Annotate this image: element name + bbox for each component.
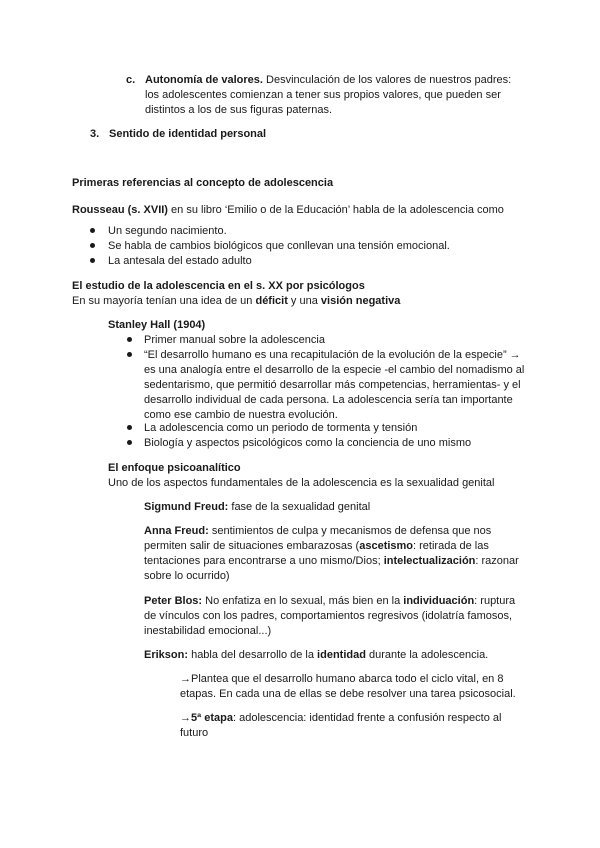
list-item: La antesala del estado adulto xyxy=(108,255,252,267)
anna-text-1: sentimientos de culpa y mecanismos de defensa que nos permiten salir de situaciones embarazosas ( xyxy=(144,525,492,552)
erikson-text-2: durante la adolescencia. xyxy=(365,649,489,661)
sigmund-paragraph xyxy=(144,500,524,515)
anna-name: Anna Freud: xyxy=(144,525,209,537)
section-heading-first-refs: Primeras referencias al concepto de adolescencia xyxy=(72,177,334,189)
bullet-icon xyxy=(87,239,97,251)
anna-ascetismo: ascetismo xyxy=(359,540,414,552)
erikson-arrow-1: →Plantea que el desarrollo humano abarca todo el ciclo vital, en 8 etapas. En cada una de ellas se debe resolver una tarea psicosocial. xyxy=(180,673,516,700)
list-item: Primer manual sobre la adolescencia xyxy=(144,334,325,346)
bullet-icon xyxy=(87,224,97,236)
bullet-icon xyxy=(87,254,97,266)
arrow-2-text: : adolescencia: identidad frente a confusión respecto al futuro xyxy=(180,712,502,739)
item-c-paragraph xyxy=(145,73,525,118)
xx-intro-deficit: déficit xyxy=(255,295,288,307)
anna-paragraph xyxy=(144,524,524,584)
item-c-text: Desvinculación de los valores de nuestros padres: los adolescentes comienzan a tener sus propios valores, que pueden ser distintos a los de sus figuras paternas. xyxy=(145,74,512,116)
arrow-2-prefix: → xyxy=(180,712,191,724)
psico-intro: Uno de los aspectos fundamentales de la adolescencia es la sexualidad genital xyxy=(108,477,495,489)
list-item: Un segundo nacimiento. xyxy=(108,225,227,237)
rousseau-name: Rousseau (s. XVII) xyxy=(72,204,168,216)
sigmund-text: fase de la sexualidad genital xyxy=(228,501,371,513)
list-item: Se habla de cambios biológicos que conllevan una tensión emocional. xyxy=(108,240,450,252)
bullet-icon xyxy=(124,421,134,433)
blos-text-1: No enfatiza en lo sexual, más bien en la xyxy=(202,595,404,607)
bullet-icon xyxy=(124,333,134,345)
hall-heading: Stanley Hall (1904) xyxy=(108,319,206,331)
sigmund-name: Sigmund Freud: xyxy=(144,501,229,513)
rousseau-paragraph xyxy=(72,203,542,218)
bullet-icon xyxy=(124,348,134,360)
item-c-title: Autonomía de valores. xyxy=(145,74,263,86)
bullet-icon xyxy=(124,436,134,448)
erikson-arrow-2 xyxy=(180,711,525,741)
erikson-text-1: habla del desarrollo de la xyxy=(188,649,318,661)
item-3-title: Sentido de identidad personal xyxy=(109,128,267,140)
erikson-identidad: identidad xyxy=(317,649,366,661)
blos-individuacion: individuación xyxy=(403,595,475,607)
psico-heading: El enfoque psicoanalítico xyxy=(108,462,241,474)
xx-intro-1: En su mayoría tenían una idea de un xyxy=(72,295,256,307)
xx-intro-2: y una xyxy=(287,295,321,307)
list-item: “El desarrollo humano es una recapitulación de la evolución de la especie” → es una analogía entre el desarrollo de la especie -el cambio del nomadismo al sedentarismo, que permitió desarrollar más competencias, herramientas- y el desarrollo individual de cada persona. La adolescencia sería tan importante como ese cambio de nuestra evolución. xyxy=(144,349,525,421)
anna-intelectualizacion: intelectualización xyxy=(383,555,476,567)
list-marker-c: c. xyxy=(126,74,136,86)
list-item: La adolescencia como un periodo de tormenta y tensión xyxy=(144,422,418,434)
arrow-2-bold: 5ª etapa xyxy=(191,712,233,724)
xx-intro-vision: visión negativa xyxy=(320,295,401,307)
anna-text-3: : razonar sobre lo ocurrido) xyxy=(144,555,519,582)
erikson-name: Erikson: xyxy=(144,649,189,661)
list-marker-3: 3. xyxy=(90,128,100,140)
erikson-paragraph xyxy=(144,648,524,663)
blos-name: Peter Blos: xyxy=(144,595,203,607)
xx-intro xyxy=(72,294,552,309)
list-item: Biología y aspectos psicológicos como la conciencia de uno mismo xyxy=(144,437,472,449)
section-heading-xx: El estudio de la adolescencia en el s. XX por psicólogos xyxy=(72,280,365,292)
blos-text-2: : ruptura de vínculos con los padres, comportamientos regresivos (idolatría famosos, inestabilidad emocional...) xyxy=(144,595,516,637)
anna-text-2: : retirada de las tentaciones para encontrarse a uno mismo/Dios; xyxy=(144,540,489,567)
blos-paragraph xyxy=(144,594,524,639)
rousseau-text: en su libro ‘Emilio o de la Educación’ habla de la adolescencia como xyxy=(167,204,504,216)
